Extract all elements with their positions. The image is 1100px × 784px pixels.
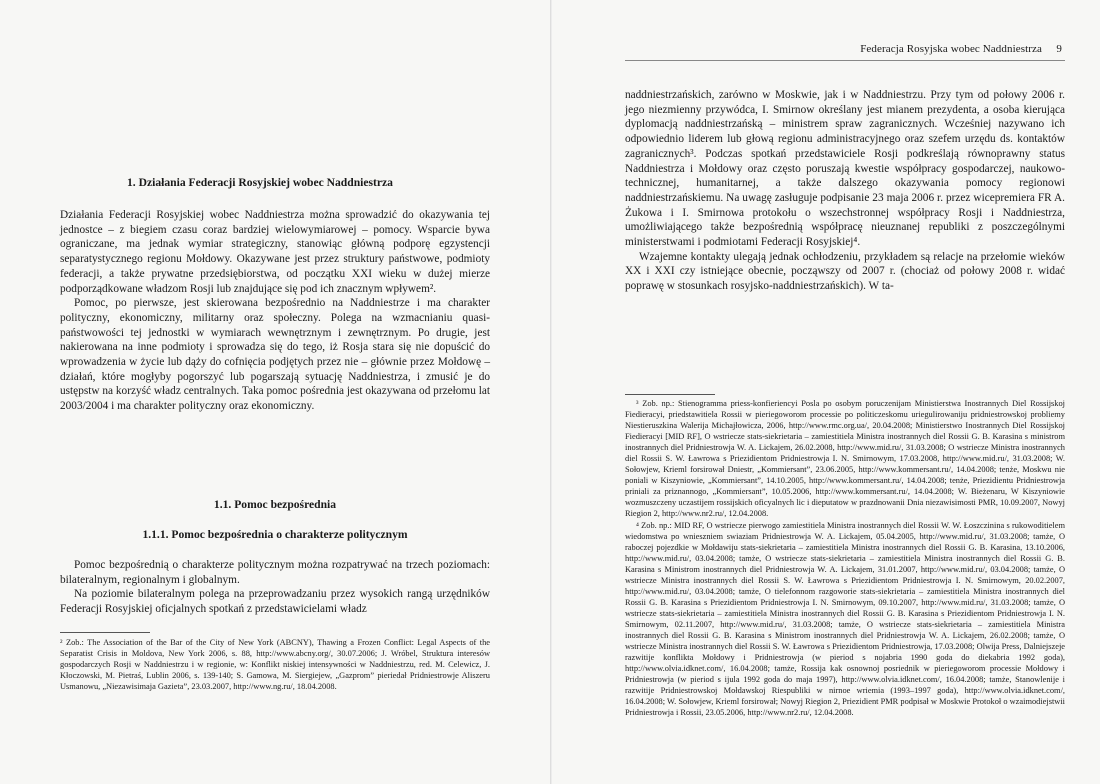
running-title: Federacja Rosyjska wobec Naddniestrza — [860, 43, 1042, 55]
section-heading: 1. Działania Federacji Rosyjskiej wobec Naddniestrza — [127, 176, 393, 189]
right-page — [552, 0, 1100, 784]
paragraph: Wzajemne kontakty ulegają jednak ochłodzeniu, przykładem są relacje na przełomie wieków XX i XXI czy istniejące obecnie, począwszy od 2007 r. (chociaż od połowy 2008 r. widać poprawę w stosunkach rosyjsko-naddniestrzańskich). W ta- — [625, 250, 1065, 293]
footnote-text: ² Zob.: The Association of the Bar of the City of New York (ABCNY), Thawing a Frozen Conflict: Legal Aspects of the Separatist Crisis in Moldova, New York 2006, s. 88, http://www.abcny.org/, 30.07.2006; J. Wróbel, Struktura interesów gospodarczych Rosji w Naddniestrzu i w regionie, w: Konflikt niskiej intensywności w Naddniestrzu, red. M. Celewicz, J. Kłoczowski, M. Pietraś, Lublin 2006, s. 139-140; S. Gamowa, M. Siergiejew, „Gazprom” pieriedał Pridniestrowje Aliszeru Usmanowu, „Niezawisimaja Gazieta”, 23.03.2007, http://www.ng.ru/, 18.04.2008. — [60, 638, 490, 691]
footnote-rule — [625, 394, 715, 395]
footnotes — [625, 398, 1065, 719]
paragraph: naddniestrzańskich, zarówno w Moskwie, jak i w Naddniestrzu. Przy tym od połowy 2006 r. jego niezmienny przywódca, I. Smirnow określany jest mianem prezydenta, a osoba kierująca dyplomacją naddniestrzańską – ministrem spraw zagranicznych. Wcześniej nazywano ich odpowiednio liderem lub głową regionu administracyjnego oraz szefem urzędu ds. kontaktów zagranicznych³. Podczas spotkań przedstawiciele Rosji podkreślają równoprawny status Naddniestrza i Mołdowy oraz często poruszają kwestie współpracy gospodarczej, naukowo-technicznej, humanitarnej, a także dalszego okazywania pomocy regionowi naddniestrzańskiemu. Na uwagę zasługuje podpisanie 23 maja 2006 r. przez wicepremiera FR A. Żukowa i I. Smirnowa protokołu o wszechstronnej współpracy Rosji i Naddniestrza, umożliwiającego także bezpośrednią współpracę nieuznanej republiki z poszczególnymi ministerstwami i podmiotami Federacji Rosyjskiej⁴. — [625, 89, 1065, 249]
footnote-text: ³ Zob. np.: Stienogramma priess-konfieriencyi Posla po osobym poruczenijam Ministierstwa Inostrannych Diel Rossijskoj Fiedieracyi, priedstawitiela Rossii w pieriegoworom processie po politiczeskomu uriegulirowaniju pridniestrowskoj probliemy Niestieruszkina Walerija Michajłowicza, 2006, http://www.rmc.org.ua/, 20.04.2008; Ministierstwo Inostrannych Diel Rossijskoj Fiedieracyi [MID RF], O wstriecze stats-siekrietaria – zamiestitiela Ministra inostrannych diel Rossii G. B. Karasina s ministrom inostrannych diel Pridniestrowja W. A. Lickajem, 26.02.2008, http://www.mid.ru/, 31.03.2008; O wstriecze Ministra inostrannych diel Rossii S. W. Ławrowa s Priezidientom Pridniestrowja I. N. Smirnowym, 17.03.2008, http://www.mid.ru/, 31.03.2008; W. Sołowjew, Krieml forsirował Dniestr, „Kommiersant”, 23.06.2005, http://www.kommersant.ru/, 14.04.2008; tenże, Moskwu nie poniali w Kiszyniowie, „Kommiersant”, 14.10.2005, http://www.kommersant.ru/, 14.04.2008; tenże, Priezidientu Pridniestrowja priniali za priznannogo, „Kommiersant”, 10.05.2006, http://www.kommersant.ru/, 14.04.2008; W. Bieżenaru, W Kiszyniowie wozmuszczeny uczastijem rossijskich oficyalnych lic i dieputatow w prazdnowanii Dnia niezawisimosti PMR, 10.09.2007, Nowyj Riegion 2, http://www.nr2.ru/, 12.04.2008. — [625, 399, 1065, 518]
paragraph: Pomoc, po pierwsze, jest skierowana bezpośrednio na Naddniestrze i ma charakter polityczny, ekonomiczny, militarny oraz społeczny. Polega na wzmacnianiu quasi-państwowości tej jednostki w wymiarach wewnętrznym i zewnętrznym. Po drugie, jest nakierowana na inne podmioty i sprowadza się do tego, iż Rosja stara się nie dopuścić do wprowadzenia w życie lub dąży do cofnięcia podjętych przez nie – głównie przez Mołdowę – działań, które mogłyby pogorszyć lub pogarszają sytuację Naddniestrza, i zmusić je do ustępstw na korzyść władz centralnych. Taka pomoc pośrednia jest okazywana od przełomu lat 2003/2004 i ma charakter polityczny oraz ekonomiczny. — [60, 297, 490, 413]
body-text-b — [60, 558, 490, 617]
subheading-2: 1.1.1. Pomoc bezpośrednia o charakterze politycznym — [142, 528, 408, 541]
footnote-text: ⁴ Zob. np.: MID RF, O wstriecze pierwogo zamiestitiela Ministra inostrannych diel Rossii W. W. Łoszczinina s rukowoditielem wiedomstwa po wnieszniem swiaziam Pridniestrowja W. A. Lickajem, 05.04.2005, http://www.mid.ru/, 31.03.2008; tamże, O raboczej pojezdkie w Mołdawiju stats-siekrietaria – zamiestitiela Ministra inostrannych diel Rossii G. B. Karasina, 13.10.2006, http://www.mid.ru/, 03.04.2008; tamże, O wstriecze stats-siekrietaria – zamiestitiela Ministra inostrannych diel Rossii G. B. Karasina s Ministrom inostrannych diel Pridniestrowja W. A. Lickajem, 31.01.2007, http://www.mid.ru/, 03.04.2008; tamże, O wstriecze Ministra inostrannych diel Rossii S. W. Ławrowa s Priezidientom Pridniestrowja I. N. Smirnowym, 20.02.2007, http://www.mid.ru/, 03.04.2008; tamże, O tielefonnom razgoworie stats-siekrietaria – zamiestitiela Ministra inostrannych diel Rossii G. B. Karasina s Priezidientom Pridniestrowja I. N. Smirnowym, 09.10.2007, http://www.mid.ru/, 31.03.2008; tamże, O wstriecze stats-siekrietaria – zamiestitiela Ministra inostrannych diel Rossii G. B. Karasina s Priezidientom Pridniestrowja I. N. Smirnowym, 02.11.2007, http://www.mid.ru/, 31.03.2008; tamże, O wstriecze stats-siekrietaria – zamiestitiela Ministra inostrannych diel Rossii G. B. Karasina s Ministrom inostrannych diel Pridniestrowja W. A. Lickajem, 26.02.2008; tamże, O wstriecze Ministra inostrannych diel Rossii S. W. Ławrowa s Priezidientom Pridniestrowja, 17.03.2008; Olwija Press, Dalniejszeje razwitije konflikta Mołdowy i Pridniestrowja (w pieriod s nojabria 1990 goda do diekabria 1992 goda), http://www.olvia.idknet.com/, 16.04.2008; tamże, Rossija kak osnownoj posriednik w pieriegoworom processie Mołdowy i Pridniestrowja (w pieriod s ijula 1992 goda do maja 1997), http://www.olvia.idknet.com/, 16.04.2008; tamże, Stanowlenije i razwitije Pridniestrowskoj Mołdawskoj Riespubliki w nirnoe wriemia (1993–1997 goda), http://www.olvia.idknet.com/, 16.04.2008; W. Sołowjew, Krieml forsirował; Nowyj Riegion 2, Priezidient PMR podpisał w Moskwie Protokoł o wzaimodiejstwii Pridniestrowja i Rossii, 23.05.2006, http://www.nr2.ru/, 12.04.2008. — [625, 521, 1065, 717]
footnote — [60, 637, 490, 693]
page-number: 9 — [1056, 43, 1062, 55]
running-head — [572, 43, 1062, 55]
paragraph: Na poziomie bilateralnym polega na przeprowadzaniu przez wysokich rangą urzędników Federacji Rosyjskiej oficjalnych spotkań z przedstawicielami władz — [60, 588, 490, 616]
header-rule — [625, 60, 1065, 61]
subheading-1: 1.1. Pomoc bezpośrednia — [213, 498, 337, 511]
paragraph: Pomoc bezpośrednią o charakterze politycznym można rozpatrywać na trzech poziomach: bilateralnym, regionalnym i globalnym. — [60, 559, 490, 586]
footnote-rule — [60, 632, 150, 633]
paragraph: Działania Federacji Rosyjskiej wobec Naddniestrza można sprowadzić do okazywania tej jednostce – z biegiem czasu coraz bardziej wielowymiarowej – pomocy. Wsparcie bywa ograniczane, ma jednak wymiar strategiczny, stanowiąc główną podporę egzystencji separatystycznego regionu Mołdowy. Okazywane jest przez struktury państwowe, podmioty federacji, a także prywatne przedsiębiorstwa, od początku XXI wieku w dużej mierze podporządkowane władzom Rosji lub znajdujące się pod ich znacznym wpływem². — [60, 209, 490, 295]
body-text — [625, 88, 1065, 294]
body-text-a — [60, 208, 490, 414]
